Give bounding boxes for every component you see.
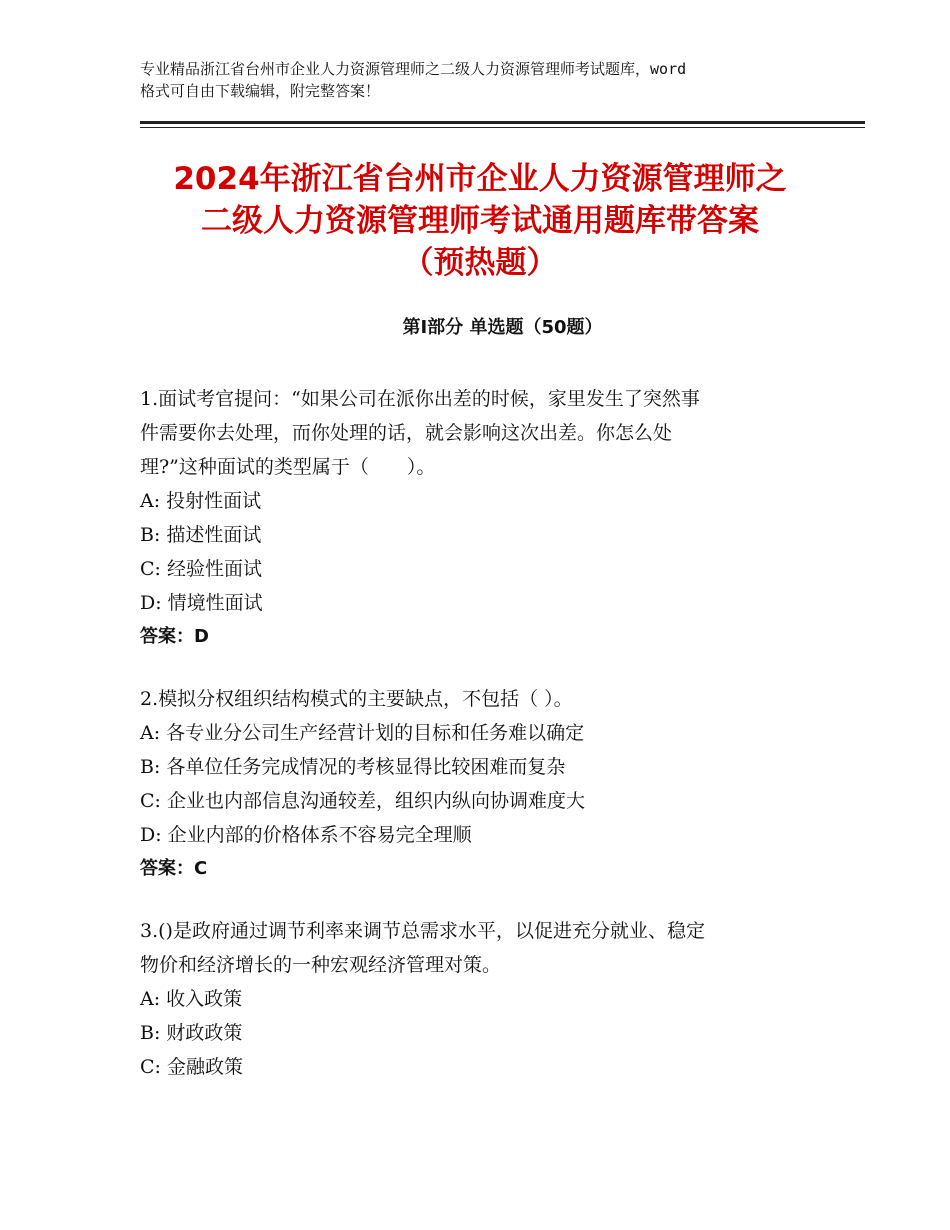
question-stem: 1.面试考官提问：“如果公司在派你出差的时候，家里发生了突然事 [140,388,700,410]
option-c: C: 企业也内部信息沟通较差，组织内纵向协调难度大 [140,790,585,812]
title-line-2: 二级人力资源管理师考试通用题库带答案 [201,203,759,239]
option-d: D: 情境性面试 [140,592,263,614]
option-a: A: 各专业分公司生产经营计划的目标和任务难以确定 [140,722,585,744]
question-1 [140,382,810,654]
section-heading: 第Ⅰ部分 单选题（50题） [402,317,603,338]
option-b: B: 各单位任务完成情况的考核显得比较困难而复杂 [140,756,566,778]
question-stem: 2.模拟分权组织结构模式的主要缺点，不包括（ ）。 [140,688,573,710]
question-stem: 物价和经济增长的一种宏观经济管理对策。 [140,954,502,976]
option-b: B: 描述性面试 [140,524,262,546]
question-list [140,382,810,1112]
title-line-1: 2024年浙江省台州市企业人力资源管理师之 [173,161,787,197]
header-rule-thick [140,121,865,124]
header-note-line-1: 专业精品浙江省台州市企业人力资源管理师之二级人力资源管理师考试题库，word [140,60,687,78]
option-d: D: 企业内部的价格体系不容易完全理顺 [140,824,472,846]
option-c: C: 经验性面试 [140,558,262,580]
option-a: A: 收入政策 [140,988,243,1010]
title-line-3: （预热题） [402,245,558,281]
question-2 [140,682,810,886]
question-3 [140,914,810,1084]
answer-label: 答案：C [140,858,208,879]
header-rule-thin [140,127,865,128]
question-stem: 理?”这种面试的类型属于（ ）。 [140,456,436,478]
question-stem: 3.()是政府通过调节利率来调节总需求水平，以促进充分就业、稳定 [140,920,705,942]
document-title [120,158,840,284]
header-note [140,58,830,102]
option-b: B: 财政政策 [140,1022,243,1044]
option-a: A: 投射性面试 [140,490,262,512]
header-note-line-2: 格式可自由下载编辑，附完整答案！ [140,82,381,100]
answer-label: 答案：D [140,626,209,647]
option-c: C: 金融政策 [140,1056,243,1078]
question-stem: 件需要你去处理，而你处理的话，就会影响这次出差。你怎么处 [140,422,673,444]
